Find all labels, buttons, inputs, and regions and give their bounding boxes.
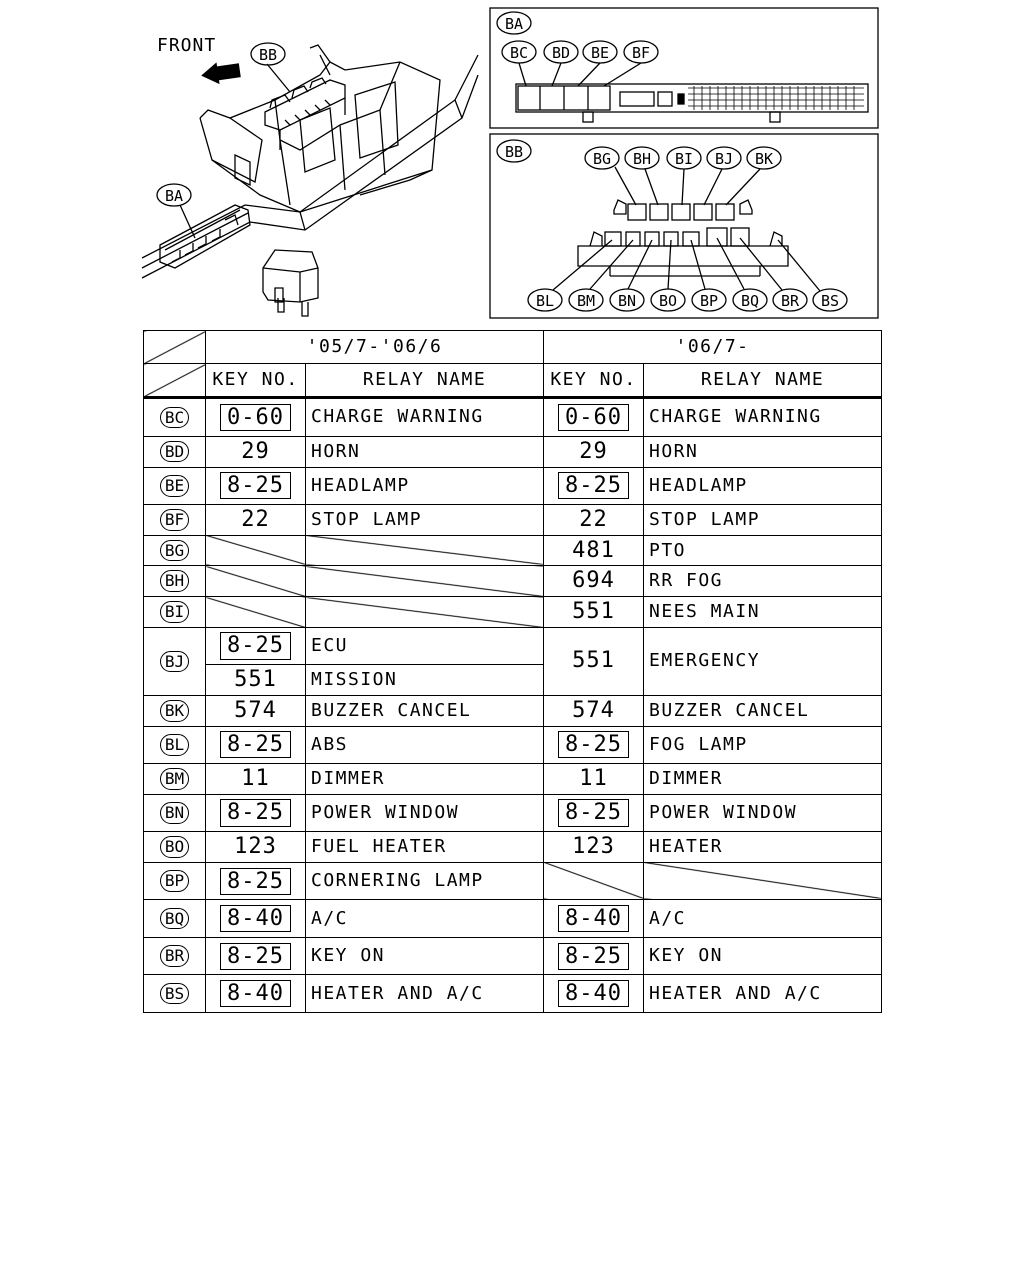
key-no: 551 — [544, 627, 644, 695]
key-no: 8-25 — [220, 799, 291, 826]
key-no: 8-25 — [220, 868, 291, 895]
row-tag: BH — [160, 570, 189, 592]
svg-text:BS: BS — [820, 292, 840, 310]
callout-bj — [707, 147, 741, 169]
key-no: 8-25 — [220, 472, 291, 499]
row-tag: BM — [160, 768, 189, 790]
relay-name: FOG LAMP — [644, 726, 882, 763]
key-no: 0-60 — [558, 404, 629, 431]
svg-text:BC: BC — [509, 44, 529, 62]
key-no: 551 — [206, 665, 306, 696]
key-no: 8-25 — [220, 632, 291, 659]
table-row — [144, 504, 882, 535]
relay-name: HEATER AND A/C — [306, 975, 544, 1013]
table-row — [144, 794, 882, 831]
svg-text:BR: BR — [780, 292, 800, 310]
svg-text:BL: BL — [535, 292, 555, 310]
relay-table — [143, 330, 882, 1013]
svg-text:BJ: BJ — [714, 150, 734, 168]
table-row — [144, 862, 882, 899]
key-no: 11 — [544, 764, 644, 795]
relay-location-diagram — [0, 0, 1024, 330]
empty-cell — [206, 597, 306, 628]
relay-name: KEY ON — [306, 937, 544, 974]
relay-name: CORNERING LAMP — [306, 862, 544, 899]
callout-bg — [585, 147, 619, 169]
relay-name: DIMMER — [306, 764, 544, 795]
callout-ba — [157, 184, 191, 206]
header-corner — [144, 364, 206, 398]
empty-cell — [306, 566, 544, 597]
relay-name: EMERGENCY — [644, 627, 882, 695]
relay-name: FUEL HEATER — [306, 832, 544, 863]
table-row — [144, 900, 882, 937]
relay-name: A/C — [644, 900, 882, 937]
row-tag: BJ — [160, 651, 189, 673]
key-no: 123 — [544, 832, 644, 863]
key-no: 694 — [544, 566, 644, 597]
key-no: 8-25 — [220, 731, 291, 758]
row-tag: BI — [160, 601, 189, 623]
period-1-header: '05/7-'06/6 — [206, 331, 544, 364]
key-no: 8-25 — [558, 472, 629, 499]
table-row — [144, 726, 882, 763]
svg-text:BK: BK — [754, 150, 774, 168]
table-row — [144, 764, 882, 795]
key-no: 0-60 — [220, 404, 291, 431]
svg-text:BP: BP — [699, 292, 719, 310]
key-no-header: KEY NO. — [544, 364, 644, 398]
table-header-periods — [144, 331, 882, 364]
key-no: 8-25 — [558, 799, 629, 826]
svg-text:BG: BG — [592, 150, 612, 168]
relay-name: HEADLAMP — [644, 467, 882, 504]
relay-name: HORN — [644, 436, 882, 467]
relay-name: A/C — [306, 900, 544, 937]
relay-name: PTO — [644, 535, 882, 566]
row-tag: BG — [160, 540, 189, 562]
svg-text:BO: BO — [658, 292, 678, 310]
ba-terminal-grid — [688, 86, 864, 110]
key-no: 8-25 — [558, 943, 629, 970]
relay-name: STOP LAMP — [306, 504, 544, 535]
empty-cell — [306, 597, 544, 628]
svg-text:BF: BF — [631, 44, 651, 62]
callout-bb — [251, 43, 285, 65]
table-row — [144, 832, 882, 863]
relay-name: DIMMER — [644, 764, 882, 795]
relay-name: HEADLAMP — [306, 467, 544, 504]
callout-bs — [813, 289, 847, 311]
row-tag: BO — [160, 836, 189, 858]
svg-text:BI: BI — [674, 150, 694, 168]
svg-text:BH: BH — [632, 150, 652, 168]
relay-name: ABS — [306, 726, 544, 763]
callout-bq — [733, 289, 767, 311]
key-no: 8-40 — [220, 905, 291, 932]
key-no: 8-25 — [558, 731, 629, 758]
key-no: 551 — [544, 597, 644, 628]
table-row — [144, 627, 882, 664]
callout-bl — [528, 289, 562, 311]
row-tag: BS — [160, 983, 189, 1005]
row-tag: BR — [160, 945, 189, 967]
relay-name: STOP LAMP — [644, 504, 882, 535]
callout-bn — [610, 289, 644, 311]
relay-name: BUZZER CANCEL — [306, 695, 544, 726]
svg-text:BN: BN — [617, 292, 637, 310]
table-row — [144, 937, 882, 974]
table-row — [144, 398, 882, 437]
callout-bk — [747, 147, 781, 169]
table-row — [144, 695, 882, 726]
callout-bp — [692, 289, 726, 311]
relay-name: HORN — [306, 436, 544, 467]
svg-text:BA: BA — [504, 15, 524, 33]
relay-name: MISSION — [306, 665, 544, 696]
row-tag: BF — [160, 509, 189, 531]
relay-name: HEATER AND A/C — [644, 975, 882, 1013]
svg-text:BB: BB — [258, 46, 278, 64]
relay-name: KEY ON — [644, 937, 882, 974]
key-no: 8-25 — [220, 943, 291, 970]
empty-cell — [306, 535, 544, 566]
callout-bd — [544, 41, 578, 63]
table-row — [144, 467, 882, 504]
empty-cell — [206, 566, 306, 597]
key-no: 574 — [206, 695, 306, 726]
relay-name-header: RELAY NAME — [306, 364, 544, 398]
svg-text:BQ: BQ — [740, 292, 760, 310]
relay-name: HEATER — [644, 832, 882, 863]
relay-name: CHARGE WARNING — [306, 398, 544, 437]
relay-name-header: RELAY NAME — [644, 364, 882, 398]
ba-connector-panel — [490, 8, 878, 128]
row-tag: BK — [160, 700, 189, 722]
table-row — [144, 597, 882, 628]
key-no: 8-40 — [558, 980, 629, 1007]
relay-unit-drawing — [263, 250, 318, 316]
table-header-columns — [144, 364, 882, 398]
relay-name: NEES MAIN — [644, 597, 882, 628]
row-tag: BE — [160, 475, 189, 497]
svg-text:BA: BA — [164, 187, 184, 205]
svg-text:BM: BM — [576, 292, 596, 310]
callout-bm — [569, 289, 603, 311]
table-row — [144, 975, 882, 1013]
row-tag: BD — [160, 441, 189, 463]
key-no-header: KEY NO. — [206, 364, 306, 398]
callout-bf — [624, 41, 658, 63]
key-no: 123 — [206, 832, 306, 863]
callout-bh — [625, 147, 659, 169]
svg-text:BE: BE — [590, 44, 610, 62]
header-corner — [144, 331, 206, 364]
relay-name: POWER WINDOW — [306, 794, 544, 831]
callout-bi — [667, 147, 701, 169]
bb-relay-panel — [490, 134, 878, 318]
relay-name: RR FOG — [644, 566, 882, 597]
key-no: 574 — [544, 695, 644, 726]
row-tag: BP — [160, 870, 189, 892]
callout-br — [773, 289, 807, 311]
key-no: 22 — [206, 504, 306, 535]
vehicle-frame-drawing — [142, 35, 478, 316]
relay-name: CHARGE WARNING — [644, 398, 882, 437]
row-tag: BC — [160, 407, 189, 429]
key-no: 22 — [544, 504, 644, 535]
key-no: 8-40 — [558, 905, 629, 932]
callout-bo — [651, 289, 685, 311]
empty-cell — [644, 862, 882, 899]
table-row — [144, 535, 882, 566]
row-tag: BL — [160, 734, 189, 756]
key-no: 481 — [544, 535, 644, 566]
svg-text:BD: BD — [551, 44, 571, 62]
relay-name: BUZZER CANCEL — [644, 695, 882, 726]
relay-name: POWER WINDOW — [644, 794, 882, 831]
callout-bc — [502, 41, 536, 63]
front-label: FRONT — [157, 35, 217, 56]
key-no: 8-40 — [220, 980, 291, 1007]
empty-cell — [206, 535, 306, 566]
relay-name: ECU — [306, 627, 544, 664]
key-no: 11 — [206, 764, 306, 795]
key-no: 29 — [544, 436, 644, 467]
row-tag: BN — [160, 802, 189, 824]
row-tag: BQ — [160, 908, 189, 930]
period-2-header: '06/7- — [544, 331, 882, 364]
table-row — [144, 566, 882, 597]
svg-text:BB: BB — [504, 143, 524, 161]
front-arrow-icon — [200, 59, 242, 86]
empty-cell — [544, 862, 644, 899]
callout-be — [583, 41, 617, 63]
key-no: 29 — [206, 436, 306, 467]
table-row — [144, 436, 882, 467]
